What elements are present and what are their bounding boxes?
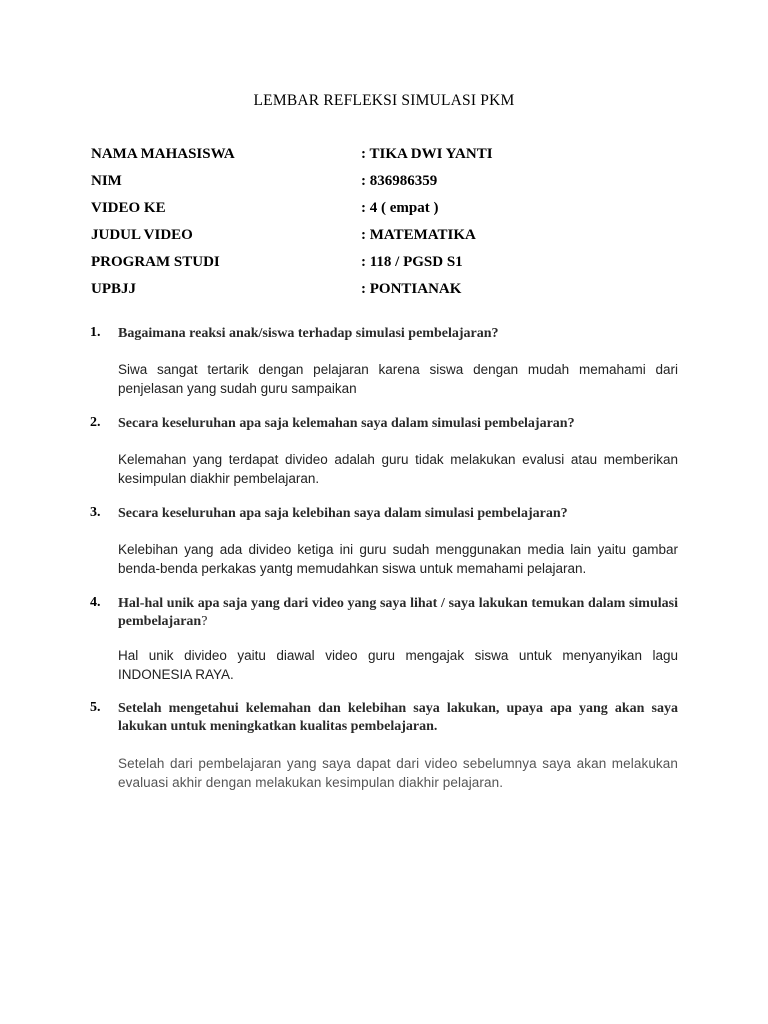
- question-text: Secara keseluruhan apa saja kelemahan saya dalam simulasi pembelajaran?: [118, 416, 575, 431]
- info-label-upbjj: UPBJJ: [91, 281, 136, 297]
- question-1: [90, 325, 678, 343]
- question-4: [90, 595, 678, 631]
- info-value-video-ke: : 4 ( empat ): [361, 200, 439, 216]
- answer-4: Hal unik divideo yaitu diawal video guru mengajak siswa untuk menyanyikan lagu INDONESIA RAYA.: [118, 648, 678, 682]
- question-number: 3.: [90, 505, 101, 520]
- question-number: 1.: [90, 325, 101, 340]
- question-suffix: ?: [201, 614, 208, 629]
- info-value-upbjj: : PONTIANAK: [361, 281, 462, 297]
- info-label-video-ke: VIDEO KE: [91, 200, 166, 216]
- info-label-judul-video: JUDUL VIDEO: [91, 227, 193, 243]
- answer-3: Kelebihan yang ada divideo ketiga ini guru sudah menggunakan media lain yaitu gambar benda-benda perkakas yantg memudahkan siswa untuk memahami pelajaran.: [118, 542, 678, 576]
- question-2: [90, 415, 678, 433]
- question-text: Bagaimana reaksi anak/siswa terhadap simulasi pembelajaran?: [118, 326, 499, 341]
- question-3: [90, 505, 678, 523]
- info-value-nama: : TIKA DWI YANTI: [361, 146, 493, 162]
- question-text-main: Hal-hal unik apa saja yang dari video yang saya lihat / saya lakukan temukan dalam simulasi pembelajaran: [118, 596, 678, 629]
- info-label-nama: NAMA MAHASISWA: [91, 146, 235, 162]
- info-value-judul-video: : MATEMATIKA: [361, 227, 476, 243]
- info-value-program-studi: : 118 / PGSD S1: [361, 254, 463, 270]
- info-value-nim: : 836986359: [361, 173, 438, 189]
- answer-1: Siwa sangat tertarik dengan pelajaran karena siswa dengan mudah memahami dari penjelasan yang sudah guru sampaikan: [118, 362, 678, 396]
- question-text: Secara keseluruhan apa saja kelebihan saya dalam simulasi pembelajaran?: [118, 506, 568, 521]
- answer-2: Kelemahan yang terdapat divideo adalah guru tidak melakukan evalusi atau memberikan kesimpulan diakhir pembelajaran.: [118, 452, 678, 486]
- info-label-program-studi: PROGRAM STUDI: [91, 254, 220, 270]
- document-title: LEMBAR REFLEKSI SIMULASI PKM: [253, 92, 515, 109]
- answer-5: Setelah dari pembelajaran yang saya dapat dari video sebelumnya saya akan melakukan evaluasi akhir dengan melakukan kesimpulan diakhir pelajaran.: [118, 756, 678, 790]
- question-text: [118, 595, 678, 631]
- question-5: [90, 700, 678, 736]
- question-number: 2.: [90, 415, 101, 430]
- question-number: 5.: [90, 700, 101, 715]
- info-label-nim: NIM: [91, 173, 122, 189]
- question-text: Setelah mengetahui kelemahan dan kelebihan saya lakukan, upaya apa yang akan saya lakukan untuk meningkatkan kualitas pembelajaran.: [118, 701, 678, 734]
- question-number: 4.: [90, 595, 101, 610]
